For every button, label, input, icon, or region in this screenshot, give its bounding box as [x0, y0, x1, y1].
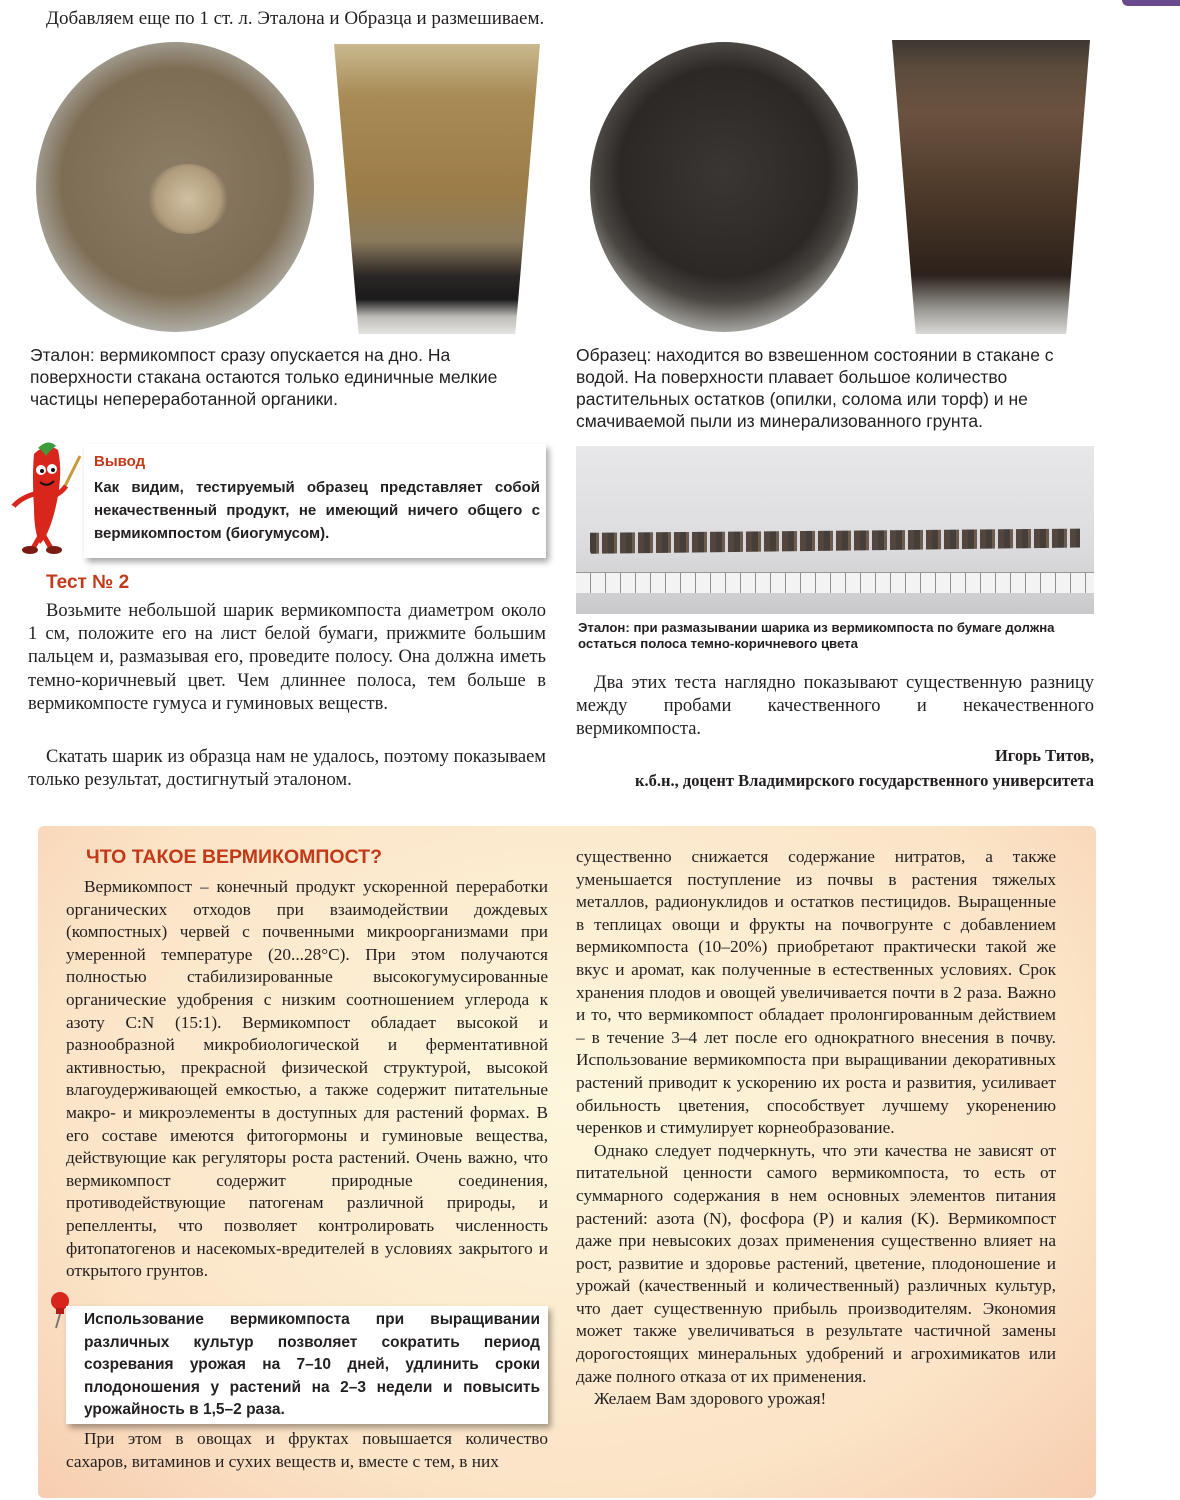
obrazec-caption: Образец: находится во взвешенном состоянии в стакане с водой. На поверхности плавает большое количество растительных остатков (опилки, солома или торф) и не смачиваемой пыли из минерализованного грунта. [576, 345, 1054, 431]
sidebar-right-paragraph-1: существенно снижается содержание нитратов, а также уменьшается поступление из почвы в растения тяжелых металлов, радионуклидов и остатков пестицидов. Выращенные в теплицах овощи и фрукты на почвогрунте с добавлением вермикомпоста (10–20%) приобретают практически такой же вкус и аромат, как полученные в естественных условиях. Срок хранения плодов и овощей увеличивается почти в 2 раза. Важно и то, что вермикомпост обладает пролонгированным действием – в течение 3–4 лет после его однократного внесения в почву. Использование вермикомпоста при выращивании декоративных растений приводит к ускорению их роста и развития, усиливает обильность цветения, способствует лучшему укоренению черенков и стимулирует корнеобразование. [576, 847, 1056, 1138]
test2-paragraph-1: Возьмите небольшой шарик вермикомпоста диаметром около 1 см, положите его на лист белой бумаги, прижмите большим пальцем и, размазывая его, проведите полосу. Она должна иметь темно-коричневый цвет. Чем длиннее полоса, тем больше в вермикомпосте гумуса и гуминовых веществ. [28, 601, 546, 714]
conclusion-text: Как видим, тестируемый образец представляет собой некачественный продукт, не имеющий ничего общего с вермикомпостом (биогумусом). [94, 479, 540, 542]
note-box [66, 1306, 548, 1424]
conclusion-title: Вывод [94, 453, 146, 470]
sidebar-title: ЧТО ТАКОЕ ВЕРМИКОМПОСТ? [86, 846, 382, 868]
test2-heading: Тест № 2 [46, 572, 130, 593]
author-title: к.б.н., доцент Владимирского государственного университета [635, 771, 1094, 790]
sidebar-right-column [576, 846, 1056, 1411]
conclusion-box [84, 444, 546, 558]
sidebar-right-paragraph-2: Однако следует подчеркнуть, что эти качества не зависят от питательной ценности самого вермикомпоста, то есть от суммарного содержания в нем основных элементов питания растений: азота (N), фосфора (P) и калия (K). Вермикомпост даже при невысоких дозах применения существенно влияет на рост, развитие и здоровье растений, цветение, плодоношение и урожай (качественный и количественный) различных культур, что дает существенную прибыль производителям. Экономия может также увеличиваться в результате частичной замены дорогостоящих минеральных удобрений и агрохимикатов или даже полного отказа от их применения. [576, 1140, 1056, 1386]
sidebar-left-column [66, 876, 548, 1283]
intro-text: Добавляем еще по 1 ст. л. Эталона и Образца и размешиваем. [46, 8, 545, 29]
sidebar-left-paragraph-1: Вермикомпост – конечный продукт ускоренной переработки органических отходов при взаимодействии дождевых (компостных) червей с почвенными микроорганизмами при умеренной температуре (20...28°С). При этом получаются полностью стабилизированные высокогумусированные органические удобрения с низким соотношением углерода к азоту C:N (15:1). Вермикомпост обладает высокой и разнообразной микробиологической и ферментативной активностью, прекрасной физической структурой, высокой влагоудерживающей емкостью, а также содержит питательные макро- и микроэлементы в доступных для растений формах. В его составе имеются фитогормоны и гуминовые вещества, действующие как регуляторы роста растений. Очень важно, что вермикомпост содержит природные соединения, противодействующие патогенам различной природы, и репелленты, что позволяет контролировать численность фитопатогенов и насекомых-вредителей в условиях закрытого и открытого грунтов. [66, 877, 548, 1281]
note-text: Использование вермикомпоста при выращивании различных культур позволяет сократить период созревания урожая на 7–10 дней, удлинить сроки плодоношения у растений на 2–3 недели и повысить урожайность в 1,5–2 раза. [84, 1311, 540, 1418]
etalon-bowl-photo [30, 36, 320, 336]
author-name: Игорь Титов, [994, 746, 1094, 765]
pepper-mascot-icon [4, 436, 92, 554]
etalon-caption: Эталон: вермикомпост сразу опускается на дно. На поверхности стакана остаются только единичные мелкие частицы непереработанной органики. [30, 345, 498, 409]
strip-photo [576, 446, 1094, 614]
strip-caption: Эталон: при размазывании шарика из вермикомпоста по бумаге должна остаться полоса темно-коричневого цвета [578, 620, 1055, 651]
test2-paragraph-2: Скатать шарик из образца нам не удалось, поэтому показываем только результат, достигнутый эталоном. [28, 747, 546, 791]
sidebar-left-continuation [66, 1428, 548, 1473]
etalon-glass-photo [320, 36, 556, 338]
obrazec-glass-photo [884, 36, 1098, 338]
obrazec-bowl-photo [584, 36, 864, 336]
page-corner-tab [1122, 0, 1180, 6]
summary-paragraph: Два этих теста наглядно показывают существенную разницу между пробами качественного и некачественного вермикомпоста. [576, 673, 1094, 740]
sidebar-left-paragraph-2: При этом в овощах и фруктах повышается количество сахаров, витаминов и сухих веществ и, вместе с тем, в них [66, 1429, 548, 1471]
sidebar-right-paragraph-3: Желаем Вам здорового урожая! [594, 1389, 827, 1409]
